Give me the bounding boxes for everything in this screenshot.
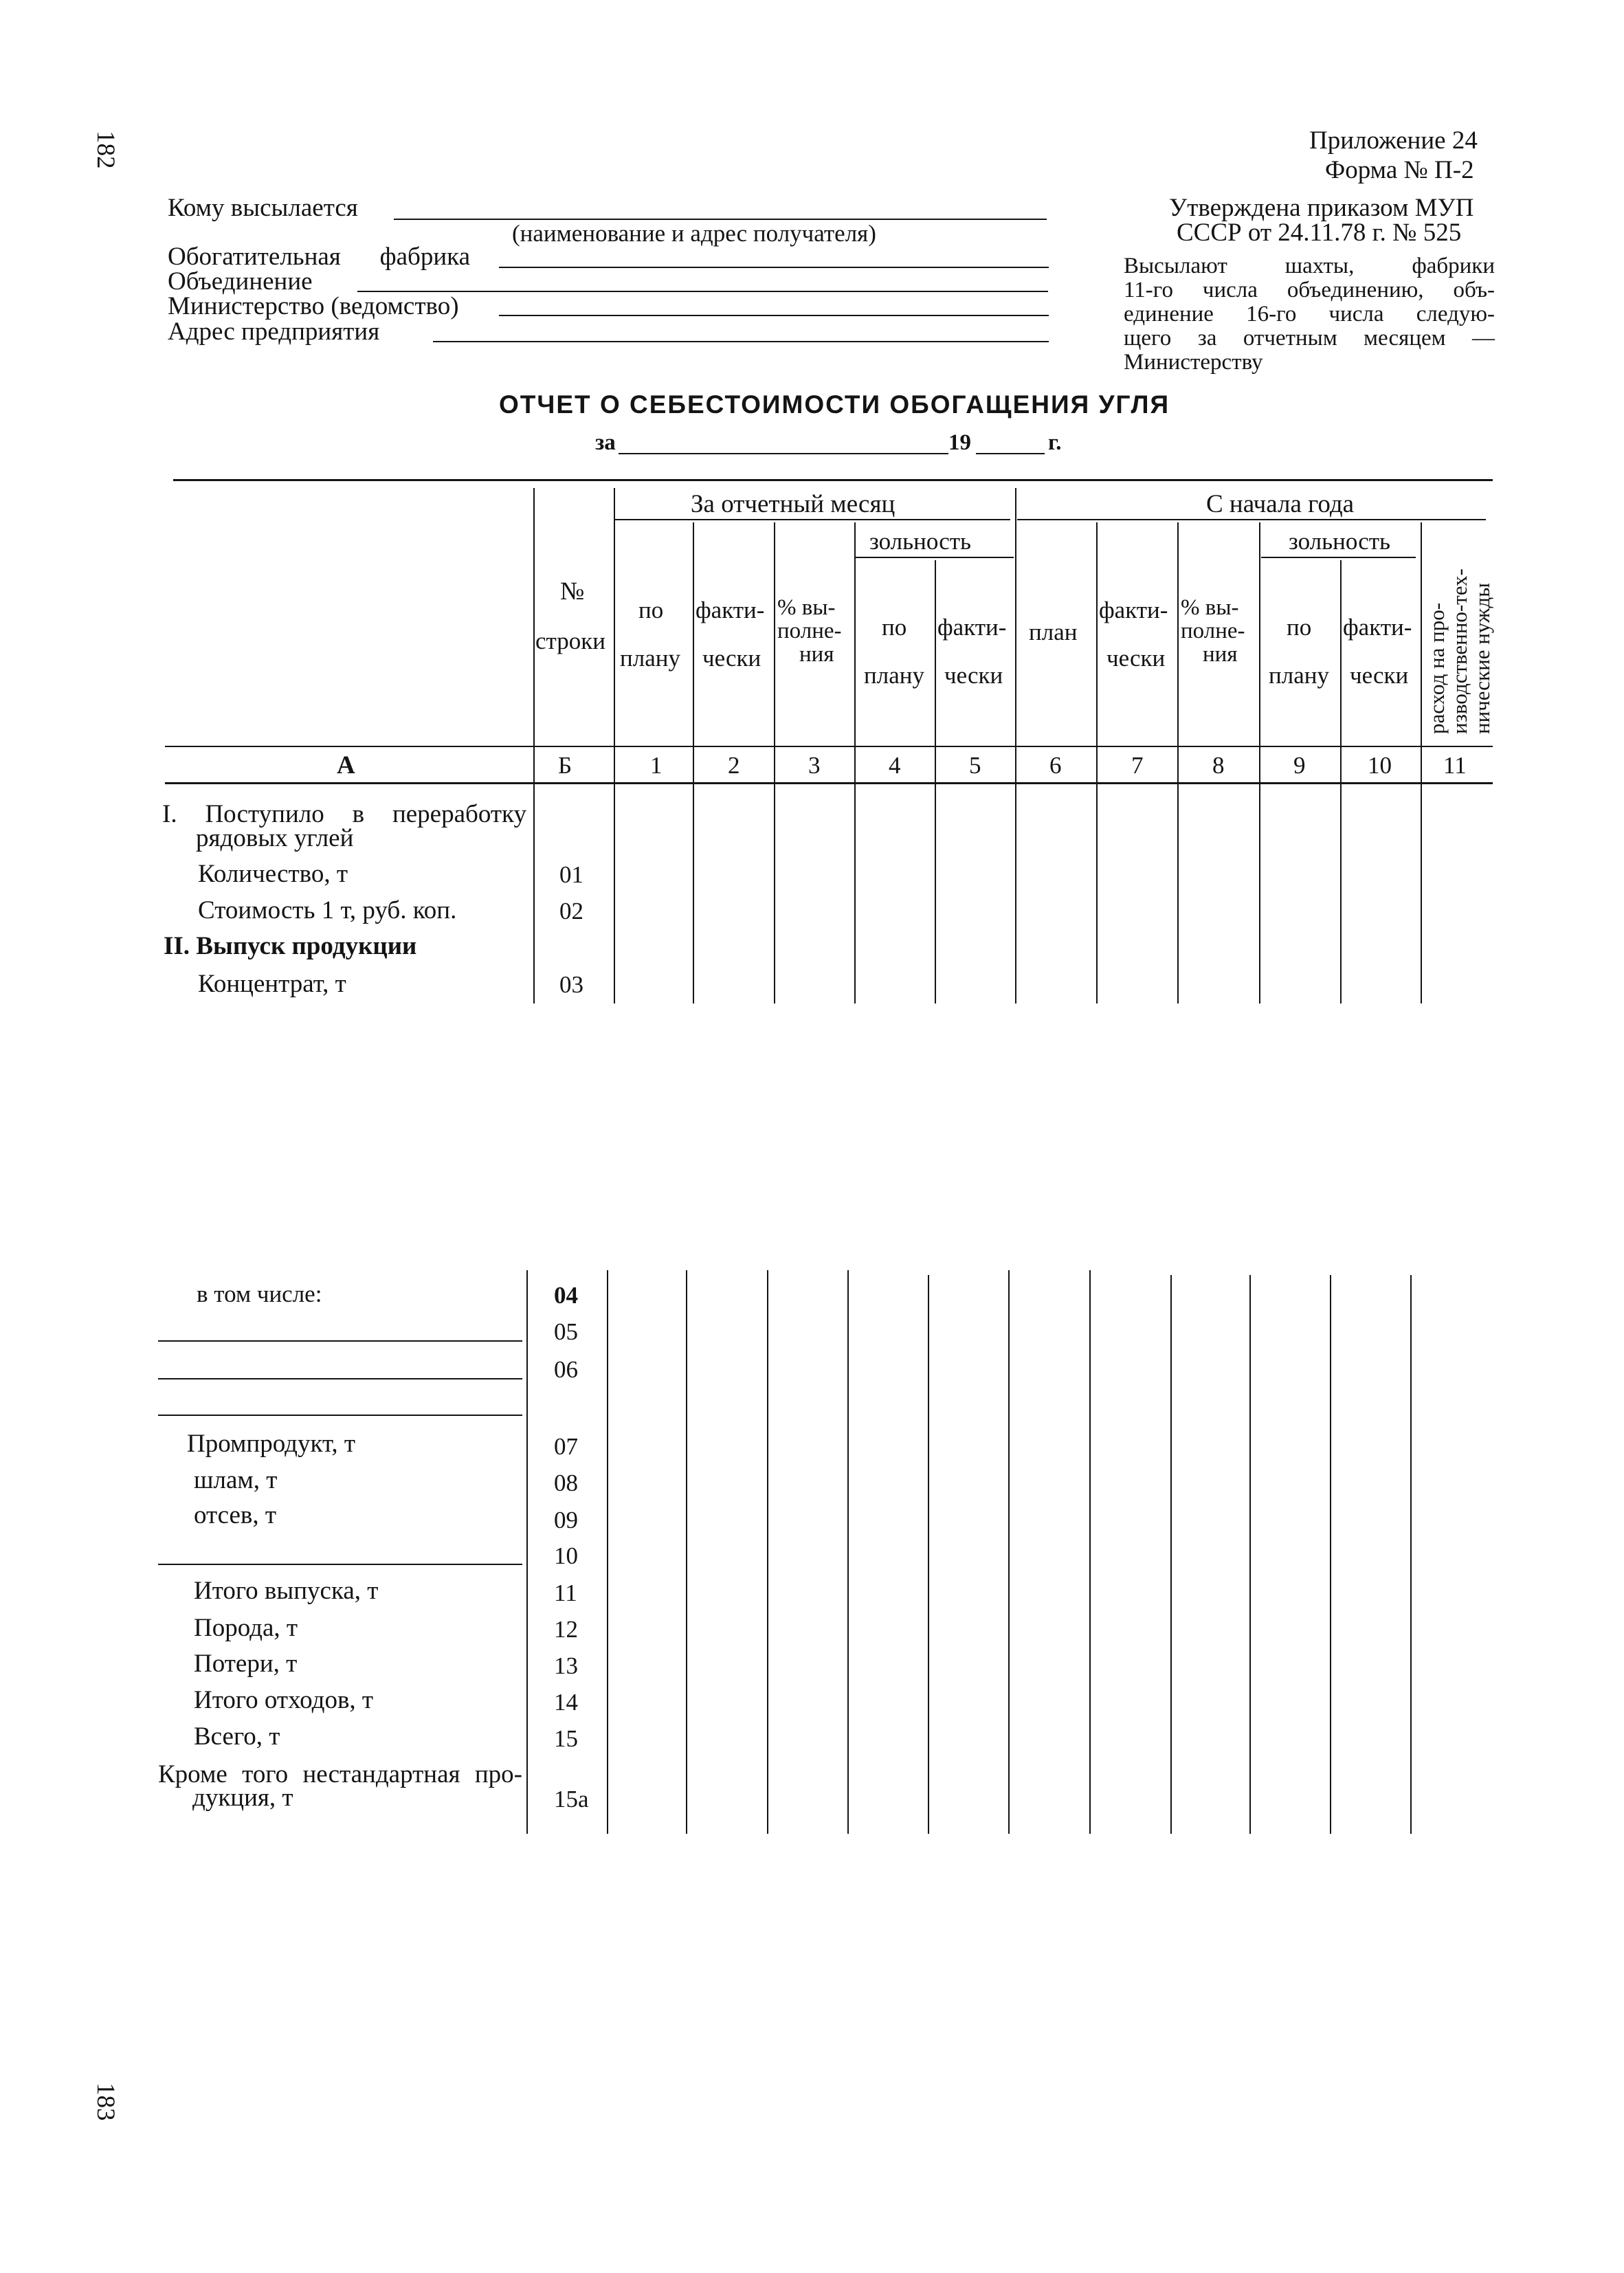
ministry-field[interactable] <box>499 315 1049 316</box>
sent-line-4: щего за отчетным месяцем — <box>1124 326 1495 351</box>
col7-label-a: факти- <box>1099 597 1168 623</box>
row-slurry-label: шлам, т <box>194 1466 278 1494</box>
section-1-title: I. Поступило в переработку <box>162 800 526 828</box>
period-prefix: за <box>595 430 616 455</box>
lower-col-line-9 <box>1249 1275 1251 1834</box>
row-concentrate-label: Концентрат, т <box>198 970 346 998</box>
row-code-14: 14 <box>554 1689 578 1716</box>
row-code-15: 15 <box>554 1725 578 1752</box>
approval-line-2: СССР от 24.11.78 г. № 525 <box>1177 219 1462 247</box>
code-4: 4 <box>889 752 901 779</box>
code-6: 6 <box>1049 752 1062 779</box>
col11-label-a: расход на про- <box>1425 602 1449 734</box>
lower-col-line-4 <box>847 1270 849 1834</box>
col9-label-b: плану <box>1269 662 1329 689</box>
col-line-10 <box>1340 560 1342 1004</box>
lower-col-line-1 <box>607 1270 608 1834</box>
col3-label-b: полне- <box>777 619 842 643</box>
col6-label: план <box>1029 619 1078 645</box>
row-screenings-label: отсев, т <box>194 1501 277 1529</box>
col8-label-c: ния <box>1203 642 1238 667</box>
group-year-label: С начала года <box>1206 490 1355 518</box>
col-line-9 <box>1259 522 1260 1004</box>
lower-col-line-8 <box>1170 1275 1172 1834</box>
year-ash-rule <box>1261 557 1416 558</box>
plant-field[interactable] <box>499 267 1049 268</box>
row-middlings-label: Промпродукт, т <box>187 1430 356 1458</box>
row-code-11: 11 <box>554 1579 577 1606</box>
group-month-label: За отчетный месяц <box>691 490 896 518</box>
lower-col-line-11 <box>1410 1275 1412 1834</box>
col-line-4 <box>854 522 856 1004</box>
col8-label-a: % вы- <box>1181 595 1239 620</box>
code-1: 1 <box>650 752 663 779</box>
col2-label-b: чески <box>702 645 761 672</box>
col3-label-a: % вы- <box>777 595 836 620</box>
blank-line-10[interactable] <box>158 1564 522 1565</box>
row-code-15a: 15а <box>554 1786 589 1812</box>
code-10: 10 <box>1368 752 1392 779</box>
row-nonstandard-label-a: Кроме того нестандартная про- <box>158 1760 522 1788</box>
lower-col-line-3 <box>767 1270 768 1834</box>
page-number-top: 182 <box>91 131 120 169</box>
period-year-prefix: 19 <box>948 430 971 455</box>
recipient-hint: (наименование и адрес получателя) <box>512 220 876 247</box>
blank-line-extra[interactable] <box>158 1415 522 1416</box>
row-code-01: 01 <box>559 861 583 888</box>
col1-label-b: плану <box>620 645 680 672</box>
address-field[interactable] <box>433 341 1049 342</box>
lower-col-line-7 <box>1089 1270 1091 1834</box>
row-code-05: 05 <box>554 1318 578 1345</box>
code-5: 5 <box>969 752 981 779</box>
sent-line-2: 11-го числа объединению, объ- <box>1124 278 1495 302</box>
code-11: 11 <box>1443 752 1467 779</box>
row-grand-total-label: Всего, т <box>194 1722 280 1751</box>
col9-label-a: по <box>1287 614 1312 641</box>
sent-line-3: единение 16-го числа следую- <box>1124 302 1495 326</box>
code-3: 3 <box>808 752 821 779</box>
page-number-bottom: 183 <box>91 2083 120 2121</box>
row-including-label: в том числе: <box>197 1280 322 1307</box>
col11-label-b: изводственно-тех- <box>1447 568 1471 734</box>
row-total-output-label: Итого выпуска, т <box>194 1577 379 1605</box>
row-code-06: 06 <box>554 1356 578 1383</box>
year-ash-label: зольность <box>1289 528 1390 555</box>
appendix-label: Приложение 24 <box>1309 126 1478 155</box>
address-label: Адрес предприятия <box>168 318 380 346</box>
col2-label-a: факти- <box>696 597 765 623</box>
row-rock-label: Порода, т <box>194 1614 298 1642</box>
period-suffix: г. <box>1048 430 1062 455</box>
code-8: 8 <box>1212 752 1225 779</box>
codes-bottom-rule <box>165 782 1493 784</box>
code-b: Б <box>558 752 572 779</box>
lower-col-line-b <box>526 1270 528 1834</box>
row-code-13: 13 <box>554 1652 578 1679</box>
association-label: Объединение <box>168 267 313 296</box>
blank-line-05[interactable] <box>158 1340 522 1342</box>
col-line-3 <box>774 522 775 1004</box>
approval-line-1: Утверждена приказом МУП <box>1169 194 1474 222</box>
col1-label-a: по <box>638 597 664 623</box>
row-cost-label: Стоимость 1 т, руб. коп. <box>198 896 457 924</box>
row-total-waste-label: Итого отходов, т <box>194 1686 374 1714</box>
col10-label-b: чески <box>1350 662 1409 689</box>
col-line-b <box>533 488 535 1004</box>
col-line-5 <box>935 560 936 1004</box>
row-code-09: 09 <box>554 1507 578 1533</box>
plant-label: Обогатительная фабрика <box>168 243 470 271</box>
period-year-field[interactable] <box>976 453 1045 454</box>
row-quantity-label: Количество, т <box>198 860 348 888</box>
row-losses-label: Потери, т <box>194 1650 298 1678</box>
section-2-title: II. Выпуск продукции <box>164 932 417 960</box>
table-top-rule <box>173 479 1493 481</box>
code-a: А <box>337 751 355 779</box>
col-line-8 <box>1177 522 1179 1004</box>
row-code-03: 03 <box>559 971 583 998</box>
lower-col-line-6 <box>1008 1270 1010 1834</box>
col11-label-c: нические нужды <box>1470 583 1494 734</box>
row-code-02: 02 <box>559 898 583 924</box>
form-number: Форма № П-2 <box>1325 156 1474 184</box>
row-code-07: 07 <box>554 1433 578 1460</box>
col5-label-a: факти- <box>937 614 1007 641</box>
row-nonstandard-label-b: дукция, т <box>192 1784 293 1812</box>
period-month-field[interactable] <box>619 453 948 454</box>
col-line-1 <box>614 488 615 1004</box>
col-line-7 <box>1096 522 1098 1004</box>
sent-line-5: Министерству <box>1124 350 1263 375</box>
col4-label-a: по <box>882 614 907 641</box>
col-row-number-symbol: № <box>560 577 585 606</box>
col5-label-b: чески <box>944 662 1003 689</box>
col-line-2 <box>693 522 694 1004</box>
code-7: 7 <box>1131 752 1144 779</box>
sent-line-1: Высылают шахты, фабрики <box>1124 254 1495 278</box>
association-field[interactable] <box>357 291 1048 292</box>
year-group-rule <box>1017 519 1486 520</box>
lower-col-line-5 <box>928 1275 929 1834</box>
col8-label-b: полне- <box>1181 619 1245 643</box>
row-code-08: 08 <box>554 1470 578 1496</box>
recipient-label: Кому высылается <box>168 194 358 222</box>
row-code-12: 12 <box>554 1616 578 1643</box>
col-line-6 <box>1015 488 1016 1004</box>
col-line-11 <box>1421 522 1422 1004</box>
code-2: 2 <box>728 752 740 779</box>
header-bottom-rule <box>165 746 1493 747</box>
month-group-rule <box>615 519 1010 520</box>
section-1-subtitle: рядовых углей <box>196 824 354 852</box>
lower-col-line-10 <box>1330 1275 1331 1834</box>
col7-label-b: чески <box>1106 645 1166 672</box>
month-ash-label: зольность <box>869 528 971 555</box>
lower-col-line-2 <box>686 1270 687 1834</box>
code-9: 9 <box>1293 752 1306 779</box>
report-title: ОТЧЕТ О СЕБЕСТОИМОСТИ ОБОГАЩЕНИЯ УГЛЯ <box>499 390 1170 419</box>
col10-label-a: факти- <box>1343 614 1412 641</box>
row-code-10: 10 <box>554 1542 578 1569</box>
ministry-label: Министерство (ведомство) <box>168 292 459 320</box>
blank-line-06[interactable] <box>158 1378 522 1379</box>
row-code-04: 04 <box>554 1282 578 1309</box>
col-row-number-label: строки <box>535 628 605 654</box>
col4-label-b: плану <box>864 662 924 689</box>
col3-label-c: ния <box>799 642 834 667</box>
month-ash-rule <box>856 557 1014 558</box>
